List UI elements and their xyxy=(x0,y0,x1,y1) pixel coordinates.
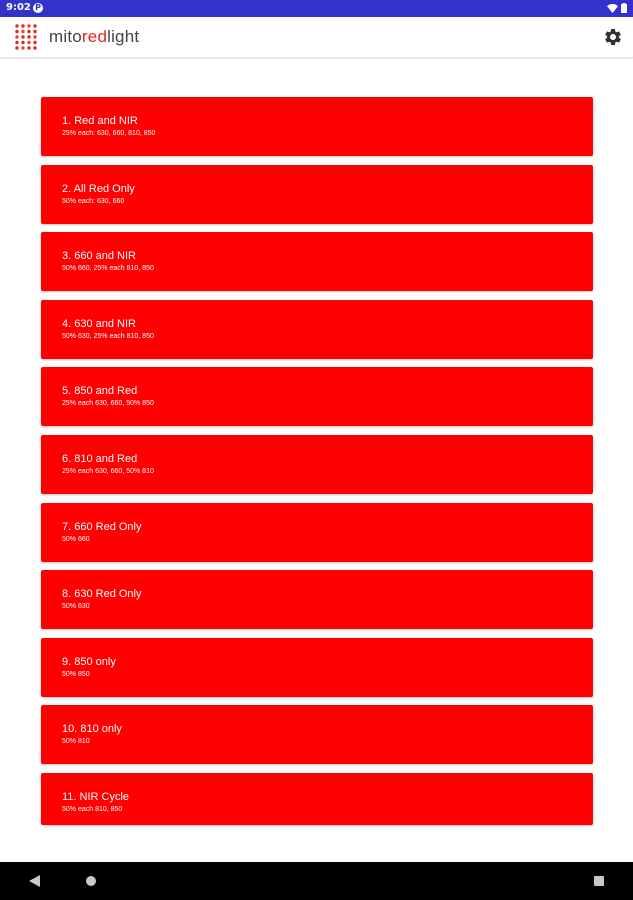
app-logo-text xyxy=(49,27,139,47)
logo-dot xyxy=(15,35,18,38)
logo-dot xyxy=(21,46,24,49)
program-card[interactable] xyxy=(41,503,593,562)
program-subtitle: 50% 630, 25% each 810, 850 xyxy=(62,333,154,340)
program-card[interactable] xyxy=(41,570,593,629)
program-title: 8. 630 Red Only xyxy=(62,588,142,600)
battery-icon xyxy=(621,3,627,13)
program-subtitle: 50% 810 xyxy=(62,738,90,745)
logo-dot xyxy=(15,24,18,27)
logo-suffix: light xyxy=(107,27,140,46)
program-title: 5. 850 and Red xyxy=(62,385,138,397)
logo-dot xyxy=(27,46,30,49)
logo-prefix: mito xyxy=(49,27,82,46)
program-title: 4. 630 and NIR xyxy=(62,318,136,330)
status-icons xyxy=(607,3,627,13)
logo-dot xyxy=(21,41,24,44)
app-bar xyxy=(0,17,633,58)
program-card[interactable] xyxy=(41,300,593,359)
program-card[interactable] xyxy=(41,705,593,764)
logo-dot xyxy=(21,35,24,38)
logo-dot xyxy=(15,46,18,49)
home-circle-icon[interactable] xyxy=(86,876,96,886)
logo-dot xyxy=(27,35,30,38)
program-title: 1. Red and NIR xyxy=(62,115,138,127)
program-title: 11. NIR Cycle xyxy=(62,791,130,803)
logo-dot xyxy=(27,24,30,27)
program-title: 3. 660 and NIR xyxy=(62,250,136,262)
logo-dot xyxy=(33,46,36,49)
program-title: 2. All Red Only xyxy=(62,183,135,195)
dot-grid-logo-icon xyxy=(14,23,38,51)
recents-square-icon[interactable] xyxy=(594,876,604,886)
program-card[interactable] xyxy=(41,232,593,291)
program-subtitle: 50% 660, 25% each 810, 850 xyxy=(62,265,154,272)
status-bar xyxy=(0,0,633,17)
logo-dot xyxy=(21,24,24,27)
program-title: 7. 660 Red Only xyxy=(62,521,142,533)
program-card[interactable] xyxy=(41,165,593,224)
navigation-bar xyxy=(0,862,633,900)
logo-dot xyxy=(33,35,36,38)
program-card[interactable] xyxy=(41,97,593,156)
logo-dot xyxy=(27,41,30,44)
logo-dot xyxy=(21,30,24,33)
program-subtitle: 50% 850 xyxy=(62,671,90,678)
program-subtitle: 25% each 630, 660, 50% 810 xyxy=(62,468,154,475)
logo-dot xyxy=(27,30,30,33)
logo-accent: red xyxy=(81,27,108,46)
program-card[interactable] xyxy=(41,435,593,494)
wifi-icon xyxy=(607,4,618,13)
program-card[interactable] xyxy=(41,773,593,825)
program-subtitle: 25% each: 630, 660, 810, 850 xyxy=(62,130,156,137)
program-title: 10. 810 only xyxy=(62,723,122,735)
logo-dot xyxy=(33,24,36,27)
program-subtitle: 50% 660 xyxy=(62,536,90,543)
notification-app-icon: P xyxy=(33,3,43,13)
logo-dot xyxy=(15,30,18,33)
logo-dot xyxy=(33,41,36,44)
program-title: 9. 850 only xyxy=(62,656,116,668)
status-time: 9:02 xyxy=(6,2,31,13)
program-subtitle: 50% each 810, 850 xyxy=(62,806,123,813)
logo-dot xyxy=(33,30,36,33)
program-title: 6. 810 and Red xyxy=(62,453,138,465)
program-subtitle: 50% 630 xyxy=(62,603,90,610)
program-card[interactable] xyxy=(41,638,593,697)
logo-dot xyxy=(15,41,18,44)
back-triangle-icon[interactable] xyxy=(29,875,40,887)
program-subtitle: 50% each: 630, 660 xyxy=(62,198,125,205)
program-card[interactable] xyxy=(41,367,593,426)
gear-icon[interactable] xyxy=(603,27,623,47)
program-subtitle: 25% each 630, 660, 50% 850 xyxy=(62,400,154,407)
